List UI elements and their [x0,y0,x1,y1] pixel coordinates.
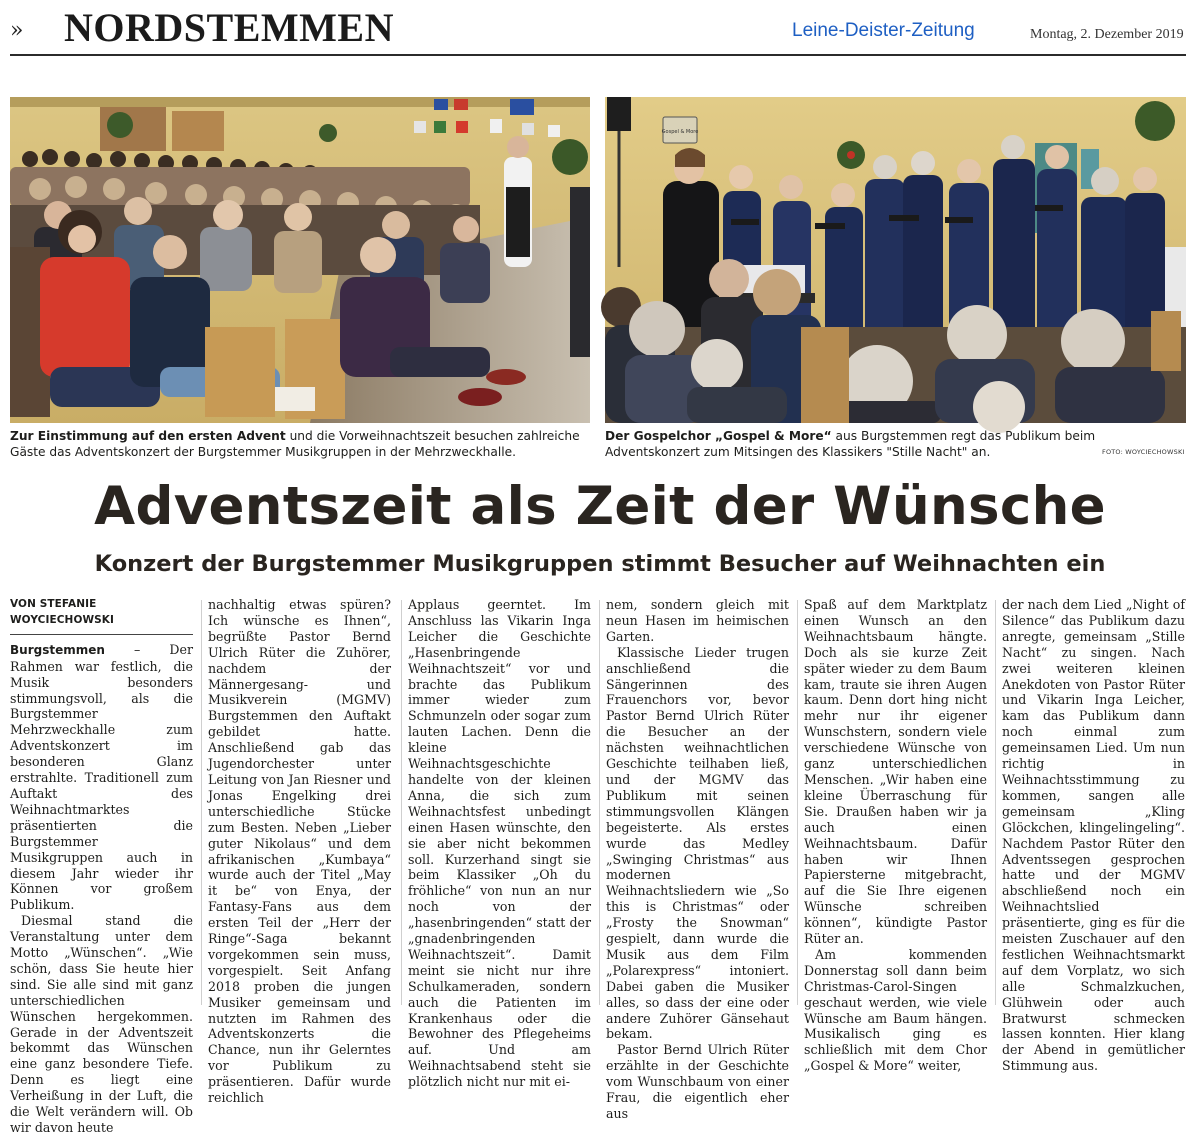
choir-illustration [605,97,1186,423]
column-divider [797,600,798,1005]
column-divider [401,600,402,1005]
paragraph: der nach dem Lied „Night of Silence“ das Publikum dazu anregte, gemeinsam „Stille Nacht“ zu singen. Nach zwei weiteren kleinen Anekdoten von Pastor Rüter und Vikarin Inga Leicher, kam das Publikum dann noch einmal zum gemeinsamen Lied. Um nun richtig in Weihnachtsstimmung zu kommen, sangen alle gemeinsam „Kling Glöckchen, klingelingeling“. Nachdem Pastor Rüter den Adventssegen gesprochen hatte und der MGMV abschließend noch ein Weihnachtslied präsentierte, ging es für die meisten Zuschauer auf den festlichen Weihnachtsmarkt auf dem Vorplatz, wo sich alle Schmalzkuchen, Glühwein oder auch Bratwurst schmecken lassen konnten. Hier klang der Abend in gemütlicher Stimmung aus. [1002,597,1185,1074]
page-header [0,0,1200,56]
newspaper-name: Leine-Deister-Zeitung [792,20,975,41]
paragraph: Pastor Bernd Ulrich Rüter erzählte in der Geschichte vom Wunschbaum von einer Frau, die eigentlich eher aus [606,1042,789,1121]
column-divider [599,600,600,1005]
paragraph: Diesmal stand die Veranstaltung unter dem Motto „Wünschen“. „Wie schön, dass Sie heute hier sind. Sie alle sind mit ganz unterschiedlichen Wünschen hergekommen. Gerade in der Adventszeit bekommt das Wünschen eine ganz besondere Tiefe. Denn es liegt eine Verheißung in der Luft, die die Welt verändern will. Ob wir davon heute [10,913,193,1135]
paragraph: Am kommenden Donnerstag soll dann beim Christmas-Carol-Singen geschaut werden, wie viele Wünsche am Baum hängen. Musikalisch ging es schließlich mit dem Chor „Gospel & More“ weiter, [804,946,987,1074]
article-column-2 [208,597,391,1106]
article-column-6 [1002,597,1185,1074]
caption-right-lead: Der Gospelchor „Gospel & More“ [605,429,832,443]
photo-choir [605,97,1186,423]
article-column-5 [804,597,987,1074]
photo-caption-right [605,428,1186,460]
section-title: NORDSTEMMEN [64,5,394,50]
paragraph: Klassische Lieder trugen anschließend die Sängerinnen des Frauenchors vor, bevor Pastor Bernd Ulrich Rüter die Besucher an der nächsten weihnachtlichen Geschichte teilhaben ließ, und der MGMV das Publikum mit seinen stimmungsvollen Klängen begeisterte. Als erstes wurde das Medley „Swinging Christmas“ aus modernen Weihnachtsliedern wie „So this is Christmas“ oder „Frosty the Snowman“ gespielt, dann wurde die Musik aus dem Film „Polarexpress“ intoniert. Dabei gaben die Musiker alles, so dass der eine oder andere Zuhörer Gänsehaut bekam. [606,644,789,1042]
paragraph: nachhaltig etwas spüren? Ich wünsche es Ihnen“, begrüßte Pastor Bernd Ulrich Rüter die Zuhörer, nachdem der Männergesang- und Musikverein (MGMV) Burgstemmen den Auftakt gebildet hatte. Anschließend gab das Jugendorchester unter Leitung von Jan Riesner und Jonas Engelking drei unterschiedliche Stücke zum Besten. Neben „Lieber guter Nikolaus“ und dem afrikanischen „Kumbaya“ wurde auch der Titel „May it be“ von Enya, der Fantasy-Fans aus dem ersten Teil der „Herr der Ringe“-Saga bekannt vorgekommen sein muss, vorgespielt. Seit Anfang 2018 proben die jungen Musiker gemeinsam und nutzten im Rahmen des Adventskonzerts die Chance, nun ihr Gelerntes vor Publikum zu präsentieren. Dafür wurde reichlich [208,597,391,1106]
article-column-3 [408,597,591,1090]
article-headline: Adventszeit als Zeit der Wünsche [94,476,1106,537]
paragraph: Applaus geerntet. Im Anschluss las Vikarin Inga Leicher die Geschichte „Hasenbringende Weihnachtszeit“ vor und brachte das Publikum immer wieder zum Schmunzeln oder sogar zum lauten Lachen. Denn die kleine Weihnachtsgeschichte handelte von der kleinen Anna, die sich zum Weihnachtsfest unbedingt einen Hasen wünschte, den sie aber nicht bekommen soll. Kurzerhand singt sie beim Klassiker „Oh du fröhliche“ von nun an nur noch von der „hasenbringenden“ statt der „gnadenbringenden Weihnachtszeit“. Damit meint sie nicht nur ihre Schulkameraden, sondern auch die Patienten im Krankenhaus oder die Bewohner des Pflegeheims auf. Und am Weihnachtsabend steht sie plötzlich nicht nur mit ei- [408,597,591,1090]
photo-audience [10,97,590,423]
article-subheadline: Konzert der Burgstemmer Musikgruppen stimmt Besucher auf Weihnachten ein [94,551,1106,577]
caption-right-text: aus Burgstemmen regt das Publikum beim Adventskonzert zum Mitsingen des Klassikers "Stille Nacht" an. [605,429,1096,459]
paragraph [10,642,193,913]
caption-left-text: und die Vorweihnachtszeit besuchen zahlreiche Gäste das Adventskonzert der Burgstemmer Musikgruppen in der Mehrzweckhalle. [10,429,580,459]
header-rule [10,54,1186,56]
article-column-4 [606,597,789,1121]
column-divider [995,600,996,1005]
paragraph: nem, sondern gleich mit neun Hasen im heimischen Garten. [606,597,789,644]
audience-illustration [10,97,590,423]
photo-caption-left [10,428,590,460]
chevron-icon: » [10,18,24,43]
publication-date: Montag, 2. Dezember 2019 [1030,27,1184,42]
choir-sign-text: Gospel & More [661,129,699,135]
dateline-place: Burgstemmen [10,642,105,657]
paragraph-text: – Der Rahmen war festlich, die Musik besonders stimmungsvoll, als die Burgstemmer Mehrzweckhalle zum Adventskonzert im besonderen Glanz erstrahlte. Traditionell zum Auftakt des Weihnachtmarktes präsentierten die Burgstemmer Musikgruppen auch in diesem Jahr wieder ihr Können vor großem Publikum. [10,641,193,913]
article-column-1 [10,597,193,1135]
photo-credit: FOTO: WOYCIECHOWSKI [1102,448,1185,456]
byline: VON STEFANIE WOYCIECHOWSKI [10,597,193,635]
caption-left-lead: Zur Einstimmung auf den ersten Advent [10,429,286,443]
column-divider [201,600,202,1005]
paragraph: Spaß auf dem Marktplatz einen Wunsch an den Weihnachtsbaum hängte. Doch als sie kurze Zeit später wieder zu dem Baum kam, traute sie ihren Augen kaum. Denn dort hing nicht mehr nur ihr eigener Wunschstern, sondern viele verschiedene Wünsche von ganz unterschiedlichen Menschen. „Wir haben eine kleine Überraschung für Sie. Draußen haben wir ja auch einen Weihnachtsbaum. Dafür haben wir Ihnen Papiersterne mitgebracht, auf die Sie Ihre eigenen Wünsche schreiben können“, kündigte Pastor Rüter an. [804,597,987,947]
